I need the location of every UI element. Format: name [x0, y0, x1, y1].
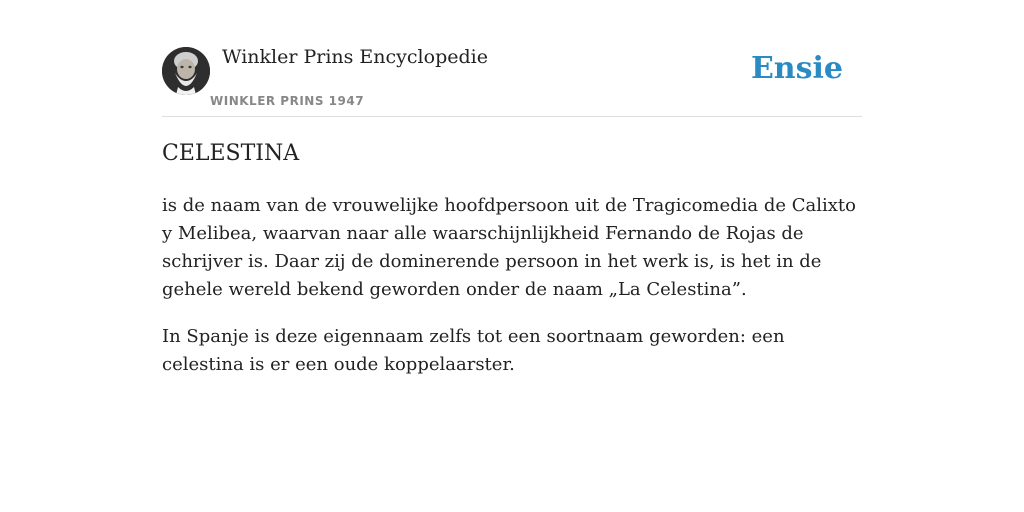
brand-logo[interactable]: Ensie	[750, 51, 843, 86]
source-label[interactable]: WINKLER PRINS 1947	[210, 94, 365, 108]
site-header	[162, 46, 862, 117]
bearded-man-portrait-icon[interactable]	[162, 47, 210, 95]
article-paragraph: In Spanje is deze eigennaam zelfs tot een soortnaam geworden: een celestina is er een oude koppelaarster.	[162, 326, 785, 375]
site-title[interactable]: Winkler Prins Encyclopedie	[222, 46, 488, 68]
article-body	[162, 192, 862, 398]
article-title: CELESTINA	[162, 141, 300, 166]
article-paragraph: is de naam van de vrouwelijke hoofdpersoon uit de Tragicomedia de Calixto y Melibea, waarvan naar alle waarschijnlijkheid Fernando de Rojas de schrijver is. Daar zij de dominerende persoon in het werk is, is het in de gehele wereld bekend geworden onder de naam „La Celestina”.	[162, 195, 856, 300]
